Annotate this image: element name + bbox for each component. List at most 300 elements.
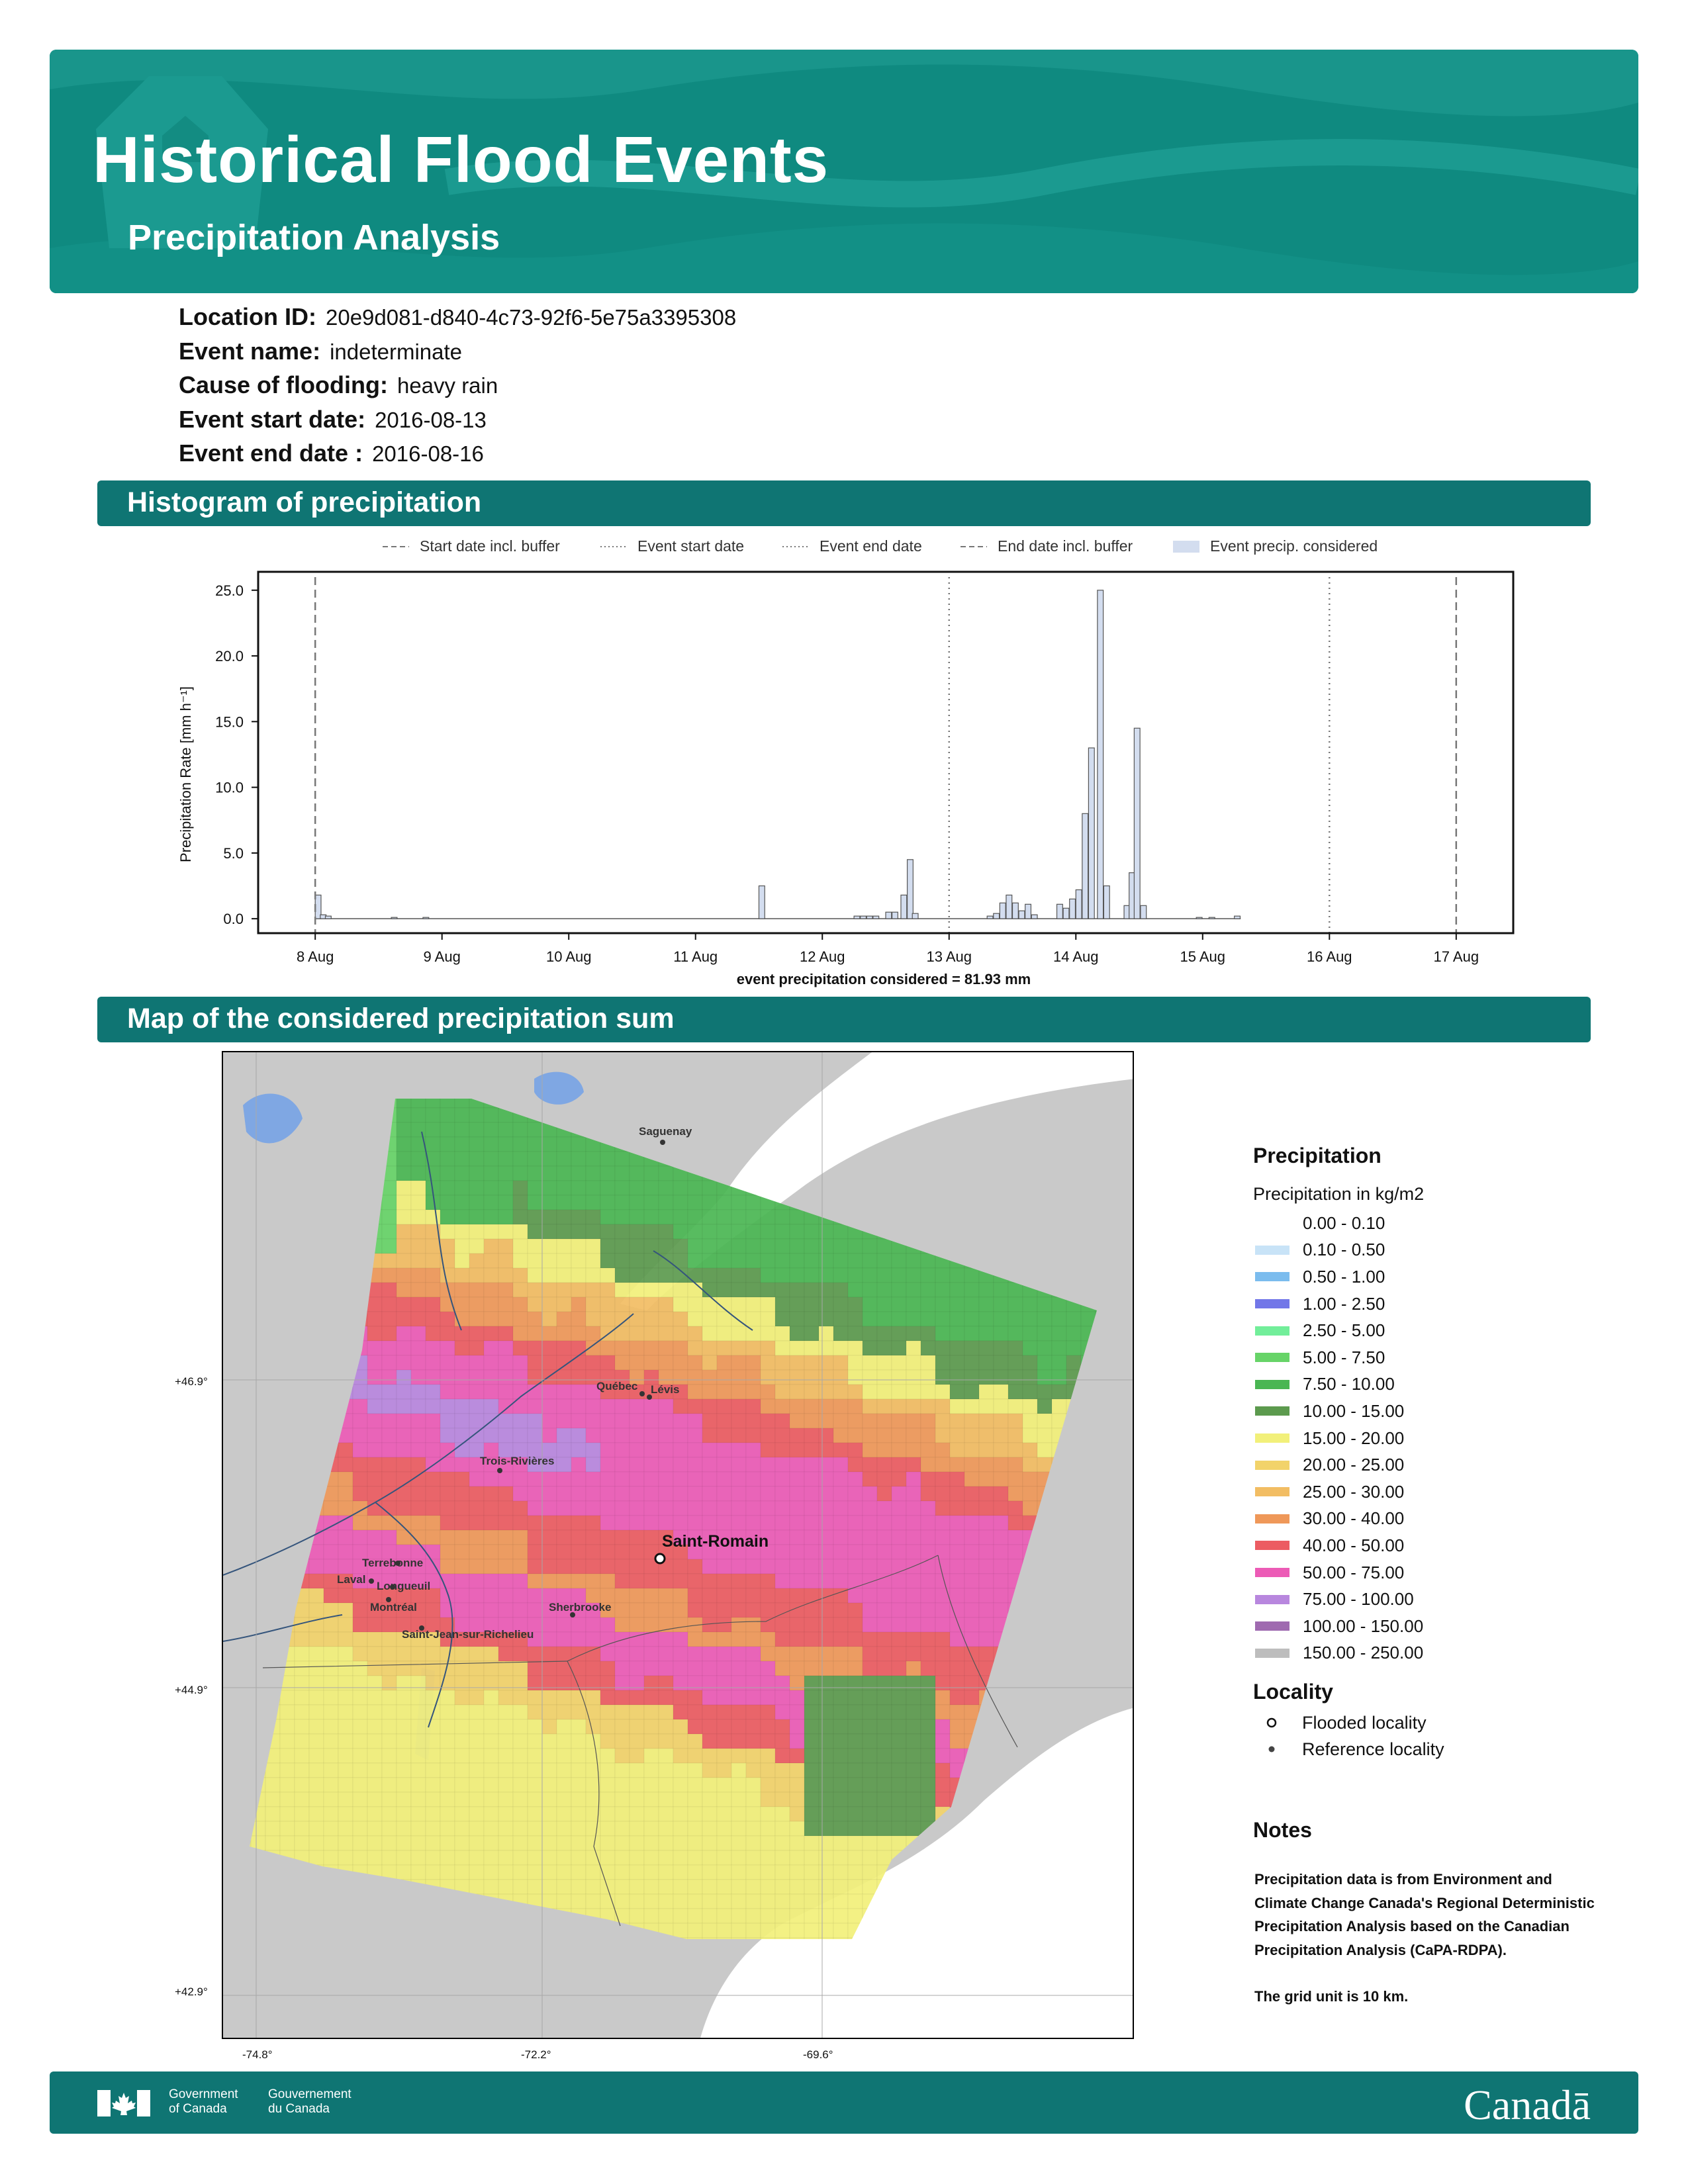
grid-cell [833, 1865, 848, 1880]
grid-cell [309, 1763, 324, 1778]
grid-cell [1023, 1705, 1037, 1719]
grid-cell [688, 1894, 702, 1909]
grid-cell [440, 1894, 455, 1909]
grid-cell [440, 1428, 455, 1443]
grid-cell [994, 1690, 1008, 1705]
grid-cell [586, 1545, 600, 1559]
grid-cell [688, 1341, 702, 1355]
grid-cell [819, 1210, 833, 1224]
grid-cell [1023, 1224, 1037, 1239]
grid-cell [804, 1690, 819, 1705]
grid-cell [455, 1588, 469, 1603]
grid-cell [702, 1719, 717, 1734]
grid-cell [600, 1617, 615, 1632]
grid-cell [688, 1516, 702, 1530]
grid-cell [1052, 1501, 1066, 1516]
grid-cell [280, 1283, 295, 1297]
grid-cell [353, 1385, 367, 1399]
grid-cell [746, 1079, 761, 1093]
grid-cell [790, 1719, 804, 1734]
grid-cell [542, 1778, 557, 1792]
grid-cell [994, 1574, 1008, 1588]
grid-cell [600, 1181, 615, 1195]
grid-cell [498, 1093, 513, 1108]
grid-cell [338, 1370, 353, 1385]
grid-cell [702, 1239, 717, 1253]
grid-cell [411, 1326, 426, 1341]
grid-cell [717, 1559, 731, 1574]
grid-cell [877, 1545, 892, 1559]
grid-cell [964, 1283, 979, 1297]
grid-cell [295, 1326, 309, 1341]
precip-legend-swatch [1255, 1353, 1289, 1362]
grid-cell [1066, 1559, 1081, 1574]
grid-cell [790, 1588, 804, 1603]
grid-cell [1081, 1705, 1096, 1719]
hollow-circle-icon [1253, 1716, 1293, 1729]
grid-cell [644, 1661, 659, 1676]
grid-cell [1008, 1370, 1023, 1385]
grid-cell [761, 1385, 775, 1399]
grid-cell [324, 1428, 338, 1443]
histogram-bar [908, 860, 914, 919]
grid-cell [586, 1661, 600, 1676]
grid-cell [804, 1676, 819, 1690]
grid-cell [353, 1108, 367, 1122]
grid-cell [513, 1661, 528, 1676]
grid-cell [324, 1690, 338, 1705]
grid-cell [397, 1108, 411, 1122]
grid-cell [848, 1181, 863, 1195]
grid-cell [761, 1574, 775, 1588]
precip-legend-swatch [1255, 1326, 1289, 1336]
grid-cell [761, 1705, 775, 1719]
grid-cell [833, 1283, 848, 1297]
grid-cell [265, 1486, 280, 1501]
grid-cell [833, 1370, 848, 1385]
grid-cell [498, 1792, 513, 1807]
grid-cell [1008, 1574, 1023, 1588]
grid-cell [251, 1894, 265, 1909]
grid-cell [586, 1108, 600, 1122]
grid-cell [1096, 1108, 1110, 1122]
grid-cell [950, 1341, 964, 1355]
grid-cell [746, 1297, 761, 1312]
histogram-bar [1006, 895, 1012, 919]
grid-cell [411, 1210, 426, 1224]
grid-cell [571, 1268, 586, 1283]
grid-cell [979, 1705, 994, 1719]
grid-cell [964, 1734, 979, 1749]
grid-cell [804, 1719, 819, 1734]
grid-cell [455, 1705, 469, 1719]
grid-cell [848, 1355, 863, 1370]
grid-cell [994, 1239, 1008, 1253]
grid-cell [295, 1370, 309, 1385]
grid-cell [542, 1326, 557, 1341]
grid-cell [455, 1355, 469, 1370]
precip-legend-item [1253, 1451, 1611, 1479]
grid-cell [921, 1486, 935, 1501]
grid-cell [324, 1588, 338, 1603]
grid-cell [251, 1530, 265, 1545]
grid-cell [397, 1268, 411, 1283]
grid-cell [367, 1137, 382, 1152]
grid-cell [819, 1705, 833, 1719]
grid-cell [921, 1690, 935, 1705]
grid-cell [906, 1617, 921, 1632]
grid-cell [265, 1283, 280, 1297]
histogram-bar [1134, 728, 1140, 919]
grid-cell [1066, 1253, 1081, 1268]
grid-cell [440, 1588, 455, 1603]
grid-cell [659, 1093, 673, 1108]
grid-cell [1096, 1355, 1110, 1370]
grid-cell [775, 1778, 790, 1792]
grid-cell [484, 1923, 498, 1938]
grid-cell [921, 1385, 935, 1399]
y-axis-label: Precipitation Rate [mm h⁻¹] [177, 686, 194, 862]
grid-cell [367, 1341, 382, 1355]
grid-cell [265, 1836, 280, 1850]
grid-cell [528, 1428, 542, 1443]
grid-cell [848, 1603, 863, 1617]
grid-cell [542, 1647, 557, 1661]
grid-cell [630, 1617, 644, 1632]
grid-cell [775, 1355, 790, 1370]
grid-cell [950, 1370, 964, 1385]
grid-cell [498, 1224, 513, 1239]
grid-cell [338, 1297, 353, 1312]
grid-cell [353, 1122, 367, 1137]
grid-cell [440, 1122, 455, 1137]
grid-cell [1023, 1195, 1037, 1210]
grid-cell [1037, 1239, 1052, 1253]
grid-cell [746, 1836, 761, 1850]
grid-cell [498, 1763, 513, 1778]
grid-cell [1008, 1210, 1023, 1224]
grid-cell [804, 1486, 819, 1501]
grid-cell [630, 1297, 644, 1312]
grid-cell [630, 1749, 644, 1763]
grid-cell [251, 1880, 265, 1894]
grid-cell [659, 1938, 673, 1952]
grid-cell [236, 1909, 251, 1923]
grid-cell [863, 1224, 877, 1239]
grid-cell [557, 1283, 571, 1297]
grid-cell [950, 1312, 964, 1326]
grid-cell [921, 1545, 935, 1559]
grid-cell [557, 1792, 571, 1807]
grid-cell [542, 1719, 557, 1734]
grid-cell [600, 1559, 615, 1574]
precip-legend-swatch [1255, 1433, 1289, 1443]
grid-cell [994, 1166, 1008, 1181]
grid-cell [411, 1792, 426, 1807]
grid-cell [892, 1181, 906, 1195]
grid-cell [338, 1283, 353, 1297]
grid-cell [1052, 1268, 1066, 1283]
grid-cell [964, 1588, 979, 1603]
grid-cell [367, 1938, 382, 1952]
gov-fr [268, 2087, 352, 2116]
grid-cell [615, 1894, 630, 1909]
grid-cell [1052, 1152, 1066, 1166]
grid-cell [1066, 1676, 1081, 1690]
grid-cell [338, 1268, 353, 1283]
precip-legend-label: 7.50 - 10.00 [1303, 1374, 1395, 1394]
grid-cell [513, 1865, 528, 1880]
grid-cell [892, 1778, 906, 1792]
grid-cell [906, 1414, 921, 1428]
grid-cell [717, 1909, 731, 1923]
grid-cell [280, 1297, 295, 1312]
grid-cell [513, 1370, 528, 1385]
grid-cell [280, 1734, 295, 1749]
grid-cell [295, 1676, 309, 1690]
grid-cell [935, 1355, 950, 1370]
grid-cell [1066, 1617, 1081, 1632]
grid-cell [353, 1239, 367, 1253]
grid-cell [615, 1763, 630, 1778]
grid-cell [921, 1647, 935, 1661]
grid-cell [921, 1268, 935, 1283]
grid-cell [397, 1807, 411, 1821]
grid-cell [630, 1850, 644, 1865]
grid-cell [397, 1880, 411, 1894]
grid-cell [950, 1559, 964, 1574]
grid-cell [600, 1108, 615, 1122]
grid-cell [542, 1894, 557, 1909]
grid-cell [295, 1719, 309, 1734]
grid-cell [309, 1909, 324, 1923]
grid-cell [964, 1545, 979, 1559]
grid-cell [571, 1705, 586, 1719]
grid-cell [848, 1617, 863, 1632]
grid-cell [1052, 1283, 1066, 1297]
grid-cell [586, 1690, 600, 1705]
grid-cell [498, 1807, 513, 1821]
grid-cell [731, 1749, 746, 1763]
grid-cell [1081, 1617, 1096, 1632]
grid-cell [979, 1545, 994, 1559]
grid-cell [455, 1574, 469, 1588]
grid-cell [542, 1486, 557, 1501]
grid-cell [804, 1472, 819, 1486]
grid-cell [484, 1574, 498, 1588]
grid-cell [950, 1530, 964, 1545]
grid-cell [761, 1719, 775, 1734]
grid-cell [367, 1166, 382, 1181]
grid-cell [877, 1603, 892, 1617]
grid-cell [1008, 1501, 1023, 1516]
grid-cell [790, 1807, 804, 1821]
grid-cell [309, 1166, 324, 1181]
grid-cell [644, 1894, 659, 1909]
reference-locality-marker [639, 1391, 645, 1396]
grid-cell [804, 1268, 819, 1283]
grid-cell [1066, 1195, 1081, 1210]
grid-cell [426, 1283, 440, 1297]
grid-cell [950, 1414, 964, 1428]
city-label: Terrebonne [362, 1557, 424, 1569]
grid-cell [688, 1749, 702, 1763]
grid-cell [833, 1428, 848, 1443]
grid-cell [673, 1923, 688, 1938]
grid-cell [935, 1719, 950, 1734]
grid-cell [702, 1137, 717, 1152]
grid-cell [659, 1647, 673, 1661]
grid-cell [615, 1807, 630, 1821]
precip-legend-swatch [1255, 1246, 1289, 1255]
grid-cell [557, 1166, 571, 1181]
grid-cell [426, 1734, 440, 1749]
grid-cell [557, 1719, 571, 1734]
precip-legend-item [1253, 1398, 1611, 1425]
longitude-label: -74.8° [242, 2048, 273, 2061]
grid-cell [775, 1486, 790, 1501]
grid-cell [469, 1355, 484, 1370]
grid-cell [251, 1268, 265, 1283]
map-section-header: Map of the considered precipitation sum [97, 997, 1591, 1042]
grid-cell [309, 1210, 324, 1224]
grid-cell [761, 1821, 775, 1836]
grid-cell [833, 1749, 848, 1763]
grid-cell [498, 1268, 513, 1283]
grid-cell [644, 1719, 659, 1734]
grid-cell [1052, 1370, 1066, 1385]
grid-cell [863, 1341, 877, 1355]
grid-cell [775, 1574, 790, 1588]
grid-cell [324, 1894, 338, 1909]
grid-cell [265, 1938, 280, 1952]
grid-cell [863, 1181, 877, 1195]
grid-cell [877, 1414, 892, 1428]
grid-cell [921, 1778, 935, 1792]
grid-cell [367, 1268, 382, 1283]
grid-cell [528, 1501, 542, 1516]
grid-cell [863, 1457, 877, 1472]
grid-cell [1037, 1152, 1052, 1166]
grid-cell [1052, 1676, 1066, 1690]
grid-cell [1023, 1530, 1037, 1545]
grid-cell [731, 1836, 746, 1850]
grid-cell [644, 1428, 659, 1443]
grid-cell [600, 1253, 615, 1268]
grid-cell [906, 1501, 921, 1516]
grid-cell [950, 1428, 964, 1443]
grid-cell [935, 1297, 950, 1312]
grid-cell [309, 1894, 324, 1909]
grid-cell [353, 1588, 367, 1603]
grid-cell [994, 1268, 1008, 1283]
grid-cell [280, 1545, 295, 1559]
grid-cell [906, 1821, 921, 1836]
grid-cell [804, 1749, 819, 1763]
grid-cell [775, 1414, 790, 1428]
grid-cell [673, 1195, 688, 1210]
grid-cell [295, 1559, 309, 1574]
grid-cell [600, 1938, 615, 1952]
histogram-bar [1013, 903, 1019, 919]
grid-cell [1096, 1341, 1110, 1355]
grid-cell [528, 1850, 542, 1865]
grid-cell [775, 1108, 790, 1122]
grid-cell [236, 1181, 251, 1195]
grid-cell [659, 1778, 673, 1792]
grid-cell [644, 1880, 659, 1894]
grid-cell [775, 1224, 790, 1239]
grid-cell [498, 1690, 513, 1705]
grid-cell [731, 1137, 746, 1152]
grid-cell [586, 1909, 600, 1923]
grid-cell [1023, 1545, 1037, 1559]
grid-cell [440, 1224, 455, 1239]
grid-cell [236, 1778, 251, 1792]
grid-cell [1037, 1108, 1052, 1122]
grid-cell [571, 1763, 586, 1778]
grid-cell [353, 1836, 367, 1850]
grid-cell [1023, 1122, 1037, 1137]
grid-cell [367, 1516, 382, 1530]
grid-cell [455, 1545, 469, 1559]
grid-cell [630, 1195, 644, 1210]
grid-cell [761, 1559, 775, 1574]
grid-cell [397, 1705, 411, 1719]
grid-cell [600, 1341, 615, 1355]
grid-cell [979, 1749, 994, 1763]
grid-cell [498, 1530, 513, 1545]
grid-cell [367, 1181, 382, 1195]
grid-cell [367, 1807, 382, 1821]
histogram-bar [892, 912, 898, 919]
grid-cell [353, 1632, 367, 1647]
grid-cell [790, 1792, 804, 1807]
grid-cell [324, 1166, 338, 1181]
grid-cell [600, 1486, 615, 1501]
grid-cell [265, 1428, 280, 1443]
grid-cell [673, 1632, 688, 1647]
grid-cell [367, 1283, 382, 1297]
grid-cell [702, 1894, 717, 1909]
grid-cell [644, 1821, 659, 1836]
grid-cell [600, 1807, 615, 1821]
grid-cell [731, 1719, 746, 1734]
grid-cell [426, 1676, 440, 1690]
grid-cell [848, 1749, 863, 1763]
grid-cell [702, 1486, 717, 1501]
grid-cell [557, 1530, 571, 1545]
grid-cell [324, 1370, 338, 1385]
grid-cell [513, 1224, 528, 1239]
grid-cell [950, 1647, 964, 1661]
grid-cell [819, 1516, 833, 1530]
x-tick-label: 11 Aug [673, 948, 718, 965]
grid-cell [1081, 1661, 1096, 1676]
grid-cell [863, 1749, 877, 1763]
x-tick-label: 15 Aug [1180, 948, 1226, 965]
grid-cell [950, 1588, 964, 1603]
grid-cell [892, 1588, 906, 1603]
grid-cell [615, 1297, 630, 1312]
grid-cell [280, 1850, 295, 1865]
grid-cell [280, 1443, 295, 1457]
grid-cell [309, 1792, 324, 1807]
grid-cell [877, 1253, 892, 1268]
grid-cell [557, 1676, 571, 1690]
grid-cell [484, 1122, 498, 1137]
grid-cell [1066, 1224, 1081, 1239]
